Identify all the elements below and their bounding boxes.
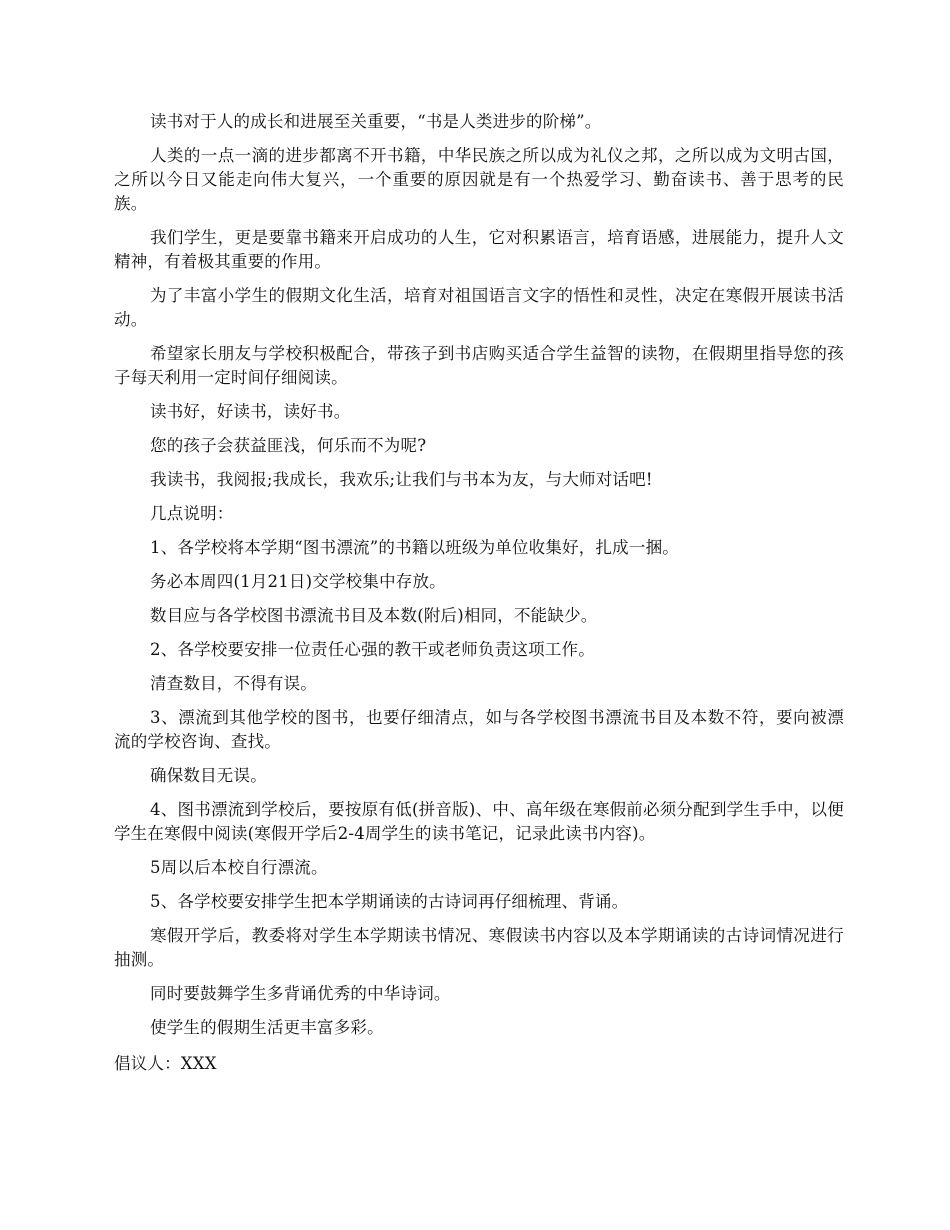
paragraph-note-1-deadline: 务必本周四(1月21日)交学校集中存放。: [150, 572, 446, 591]
paragraph-notes-heading: 几点说明：: [150, 504, 234, 523]
paragraph-activity: 为了丰富小学生的假期文化生活，培育对祖国语言文字的悟性和灵性，决定在寒假开展读书活动。: [114, 286, 844, 329]
paragraph-closing: 使学生的假期生活更丰富多彩。: [150, 1018, 384, 1037]
paragraph-parents: 希望家长朋友与学校积极配合，带孩子到书店购买适合学生益智的读物，在假期里指导您的孩子每天利用一定时间仔细阅读。: [114, 344, 844, 387]
signature: 倡议人：XXX: [114, 1054, 217, 1073]
paragraph-intro: 读书对于人的成长和进展至关重要，“书是人类进步的阶梯”。: [150, 112, 602, 131]
paragraph-motto: 我读书，我阅报;我成长，我欢乐;让我们与书本为友，与大师对话吧!: [150, 470, 653, 489]
paragraph-note-2: 2、各学校要安排一位责任心强的教干或老师负责这项工作。: [150, 640, 595, 659]
paragraph-history: 人类的一点一滴的进步都离不开书籍，中华民族之所以成为礼仪之邦，之所以成为文明古国，之所以今日又能走向伟大复兴，一个重要的原因就是有一个热爱学习、勤奋读书、善于思考的民族。: [114, 146, 844, 213]
paragraph-note-5-encourage: 同时要鼓舞学生多背诵优秀的中华诗词。: [150, 984, 451, 1003]
paragraph-note-5: 5、各学校要安排学生把本学期诵读的古诗词再仔细梳理、背诵。: [150, 892, 629, 911]
paragraph-note-4-week5: 5周以后本校自行漂流。: [150, 858, 328, 877]
paragraph-note-3: 3、漂流到其他学校的图书，也要仔细清点，如与各学校图书漂流书目及本数不符，要向被漂流的学校咨询、查找。: [114, 708, 844, 751]
document-body: [114, 110, 844, 1076]
paragraph-note-1: 1、各学校将本学期“图书漂流”的书籍以班级为单位收集好，扎成一捆。: [150, 538, 679, 557]
paragraph-slogan: 读书好，好读书，读好书。: [150, 402, 351, 421]
paragraph-note-3-confirm: 确保数目无误。: [150, 766, 267, 785]
paragraph-note-1-count: 数目应与各学校图书漂流书目及本数(附后)相同，不能缺少。: [150, 606, 598, 625]
paragraph-benefit: 您的孩子会获益匪浅，何乐而不为呢?: [150, 436, 427, 455]
paragraph-note-5-test: 寒假开学后，教委将对学生本学期读书情况、寒假读书内容以及本学期诵读的古诗词情况进行抽测。: [114, 926, 844, 969]
paragraph-note-2-check: 清查数目，不得有误。: [150, 674, 317, 693]
paragraph-students: 我们学生，更是要靠书籍来开启成功的人生，它对积累语言，培育语感，进展能力，提升人文精神，有着极其重要的作用。: [114, 228, 844, 271]
paragraph-note-4: 4、图书漂流到学校后，要按原有低(拼音版)、中、高年级在寒假前必须分配到学生手中，以便学生在寒假中阅读(寒假开学后2-4周学生的读书笔记，记录此读书内容)。: [114, 800, 844, 843]
